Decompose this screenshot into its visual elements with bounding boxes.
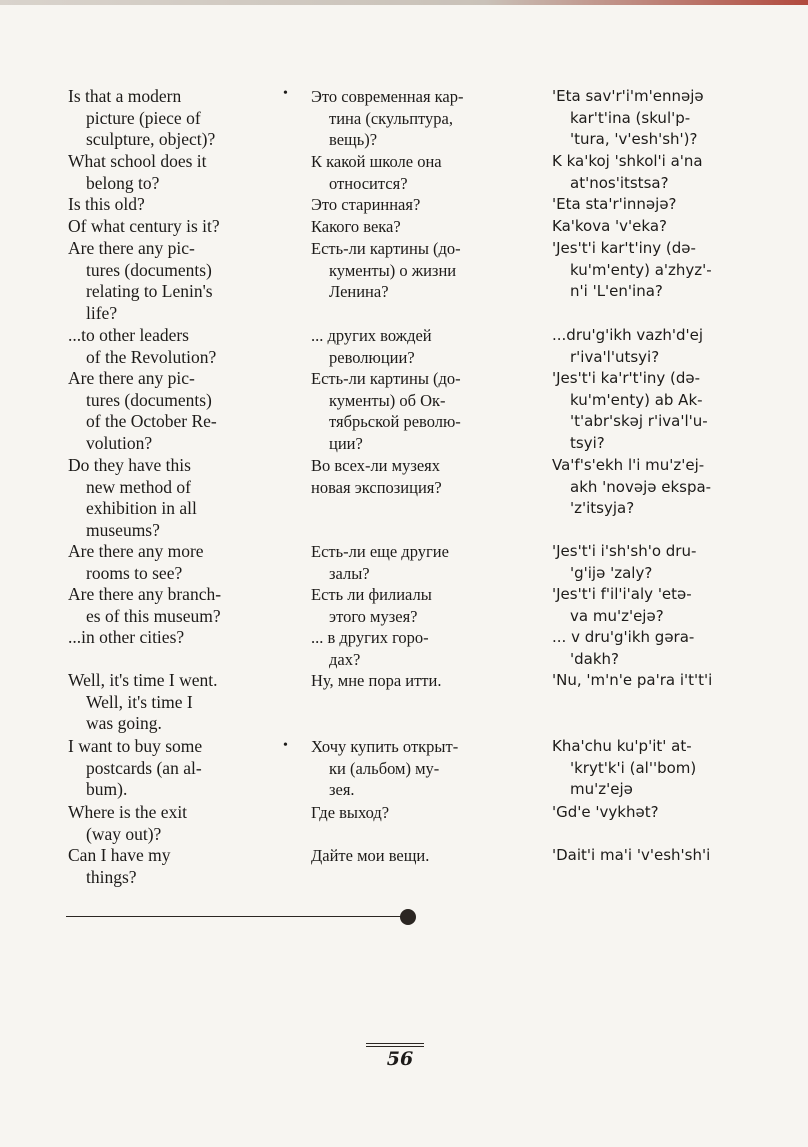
english-line: picture (piece of (86, 107, 201, 128)
transliteration-line: Ka'kova 'v'eka? (552, 217, 667, 235)
english-phrase (68, 325, 260, 368)
russian-phrase (311, 216, 503, 238)
english-phrase (68, 802, 260, 845)
english-line: Is that a modern (68, 86, 182, 106)
transliteration-line: 'Dait'i ma'i 'v'esh'sh'i (552, 846, 711, 864)
russian-line: этого музея? (329, 606, 418, 626)
transliteration-line: 'Eta sav'r'i'm'ennəjə (552, 87, 704, 105)
english-phrase (68, 368, 260, 454)
english-line: Well, it's time I went. (68, 670, 218, 690)
russian-line: залы? (329, 563, 370, 583)
ornament-rule (66, 916, 406, 917)
english-line: postcards (an al- (86, 757, 202, 778)
russian-phrase (311, 325, 503, 368)
english-line: Are there any pic- (68, 238, 195, 258)
russian-line: Есть-ли еще другие (311, 542, 449, 561)
transliteration (552, 627, 774, 670)
transliteration (552, 368, 774, 454)
transliteration-line: 'Jes't'i f'il'i'aly 'etə- (552, 585, 692, 603)
russian-line: Где выход? (311, 803, 390, 822)
russian-phrase (311, 238, 503, 303)
english-phrase (68, 584, 260, 627)
english-phrase (68, 151, 260, 194)
russian-line: Хочу купить открыт- (311, 737, 459, 756)
transliteration-line: ku'm'enty) ab Ak- (570, 390, 703, 409)
transliteration-line: Va'f's'ekh l'i mu'z'ej- (552, 456, 705, 474)
english-phrase (68, 736, 260, 801)
english-phrase (68, 194, 260, 216)
russian-line: кументы) об Ок- (329, 390, 446, 410)
english-line: Do they have this (68, 455, 191, 475)
english-line: sculpture, object)? (86, 129, 216, 150)
transliteration-line: at'nos'itstsa? (570, 173, 669, 192)
transliteration-line: 'Jes't'i ka'r't'iny (də- (552, 369, 701, 387)
english-phrase (68, 670, 260, 735)
english-line: (way out)? (86, 823, 162, 844)
english-line: Are there any pic- (68, 368, 195, 388)
english-line: Where is the exit (68, 802, 188, 822)
transliteration (552, 455, 774, 520)
russian-line: К какой школе она (311, 152, 442, 171)
english-line: I want to buy some (68, 736, 203, 756)
english-phrase (68, 845, 260, 888)
english-phrase (68, 541, 260, 584)
transliteration (552, 802, 774, 824)
english-line: relating to Lenin's (86, 281, 213, 302)
english-line: exhibition in all (86, 498, 197, 519)
russian-phrase (311, 627, 503, 670)
russian-line: Дайте мои вещи. (311, 846, 430, 865)
transliteration-line: 'dakh? (570, 649, 619, 668)
transliteration-line: kar't'ina (skul'p- (570, 108, 691, 127)
english-phrase (68, 86, 260, 151)
english-line: tures (documents) (86, 259, 212, 280)
transliteration-line: tsyi? (570, 433, 605, 452)
russian-phrase (311, 541, 503, 584)
transliteration-line: n'i 'L'en'ina? (570, 282, 663, 301)
section-end-ornament (66, 906, 422, 926)
russian-phrase (311, 151, 503, 194)
english-line: museums? (86, 519, 160, 540)
transliteration-line: 'Nu, 'm'n'e pa'ra i't't'i (552, 671, 713, 689)
russian-line: Ленина? (329, 282, 389, 302)
transliteration-line: 'g'ijə 'zaly? (570, 563, 653, 582)
transliteration (552, 845, 774, 867)
transliteration-line: ...dru'g'ikh vazh'd'ej (552, 326, 704, 344)
russian-phrase (311, 845, 503, 867)
english-line: Are there any branch- (68, 584, 222, 604)
russian-line: ции? (329, 433, 363, 453)
english-line: was going. (86, 713, 162, 734)
english-line: What school does it (68, 151, 207, 171)
transliteration-line: 'Jes't'i kar't'iny (də- (552, 239, 696, 257)
transliteration-line: 'z'itsyja? (570, 499, 635, 518)
english-phrase (68, 455, 260, 541)
english-line: volution? (86, 432, 153, 453)
russian-phrase (311, 584, 503, 627)
english-phrase (68, 238, 260, 324)
russian-phrase (311, 368, 503, 454)
russian-line: вещь)? (329, 130, 378, 150)
transliteration-line: Kha'chu ku'p'it' at- (552, 737, 692, 755)
russian-line: Это современная кар- (311, 87, 464, 106)
russian-line: зея. (329, 780, 355, 800)
transliteration-line: ... v dru'g'ikh gəra- (552, 628, 695, 646)
transliteration-line: 'Eta sta'r'innəjə? (552, 195, 677, 213)
transliteration (552, 670, 774, 692)
ornament-dot-icon (400, 909, 416, 925)
english-line: of the Revolution? (86, 346, 217, 367)
transliteration-line: 'kryt'k'i (al''bom) (570, 758, 697, 777)
english-line: Can I have my (68, 845, 171, 865)
transliteration-line: ku'm'enty) a'zhyz'- (570, 260, 712, 279)
margin-dot: • (283, 738, 288, 753)
english-line: life? (86, 302, 118, 323)
english-line: Is this old? (68, 194, 145, 214)
transliteration (552, 151, 774, 194)
russian-line: Есть-ли картины (до- (311, 239, 461, 258)
russian-phrase (311, 86, 503, 151)
english-line: Well, it's time I (86, 691, 193, 712)
transliteration-line: K ka'koj 'shkol'i a'na (552, 152, 703, 170)
english-line: new method of (86, 476, 191, 497)
english-line: things? (86, 866, 137, 887)
transliteration-line: akh 'novəjə ekspa- (570, 477, 712, 496)
russian-phrase (311, 194, 503, 216)
russian-phrase (311, 670, 503, 692)
margin-dot: • (283, 86, 288, 101)
english-line: ...to other leaders (68, 325, 189, 345)
english-line: belong to? (86, 172, 160, 193)
transliteration-line: 'tura, 'v'esh'sh')? (570, 130, 698, 149)
english-phrase (68, 216, 260, 238)
transliteration (552, 238, 774, 303)
transliteration-line: va mu'z'ejə? (570, 606, 664, 625)
english-line: Of what century is it? (68, 216, 220, 236)
english-line: of the October Re- (86, 411, 217, 432)
russian-line: Какого века? (311, 217, 401, 236)
transliteration-line: 'Gd'e 'vykhət? (552, 803, 659, 821)
page-top-edge (0, 0, 808, 5)
russian-line: тина (скульптура, (329, 108, 453, 128)
transliteration (552, 86, 774, 151)
russian-line: кументы) о жизни (329, 260, 457, 280)
russian-line: революции? (329, 347, 415, 367)
russian-phrase (311, 802, 503, 824)
russian-phrase (311, 736, 503, 801)
russian-line: ... других вождей (311, 326, 432, 345)
russian-line: Во всех-ли музеях (311, 456, 441, 475)
transliteration (552, 194, 774, 216)
page-number-rule (366, 1046, 424, 1047)
russian-line: дах? (329, 649, 361, 669)
russian-line: ... в других горо- (311, 628, 429, 647)
russian-line: относится? (329, 173, 408, 193)
english-phrase (68, 627, 260, 649)
transliteration (552, 216, 774, 238)
transliteration (552, 736, 774, 801)
english-line: tures (documents) (86, 389, 212, 410)
russian-line: Это старинная? (311, 195, 421, 214)
russian-line: Есть-ли картины (до- (311, 369, 461, 388)
english-line: rooms to see? (86, 562, 183, 583)
transliteration-line: 't'abr'skəj r'iva'l'u- (570, 412, 708, 431)
english-line: es of this museum? (86, 605, 221, 626)
english-line: Are there any more (68, 541, 204, 561)
russian-line: тябрьской револю- (329, 412, 461, 432)
russian-line: Ну, мне пора итти. (311, 671, 442, 690)
russian-line: новая экспозиция? (311, 477, 442, 497)
transliteration-line: mu'z'ejə (570, 780, 633, 799)
page-number: 56 (386, 1048, 414, 1070)
russian-line: Есть ли филиалы (311, 585, 432, 604)
transliteration (552, 541, 774, 584)
transliteration (552, 584, 774, 627)
page-number-rule (366, 1043, 424, 1044)
transliteration-line: r'iva'l'utsyi? (570, 347, 660, 366)
russian-line: ки (альбом) му- (329, 758, 440, 778)
transliteration (552, 325, 774, 368)
english-line: ...in other cities? (68, 627, 185, 647)
transliteration-line: 'Jes't'i i'sh'sh'o dru- (552, 542, 697, 560)
russian-phrase (311, 455, 503, 498)
english-line: bum). (86, 779, 128, 800)
